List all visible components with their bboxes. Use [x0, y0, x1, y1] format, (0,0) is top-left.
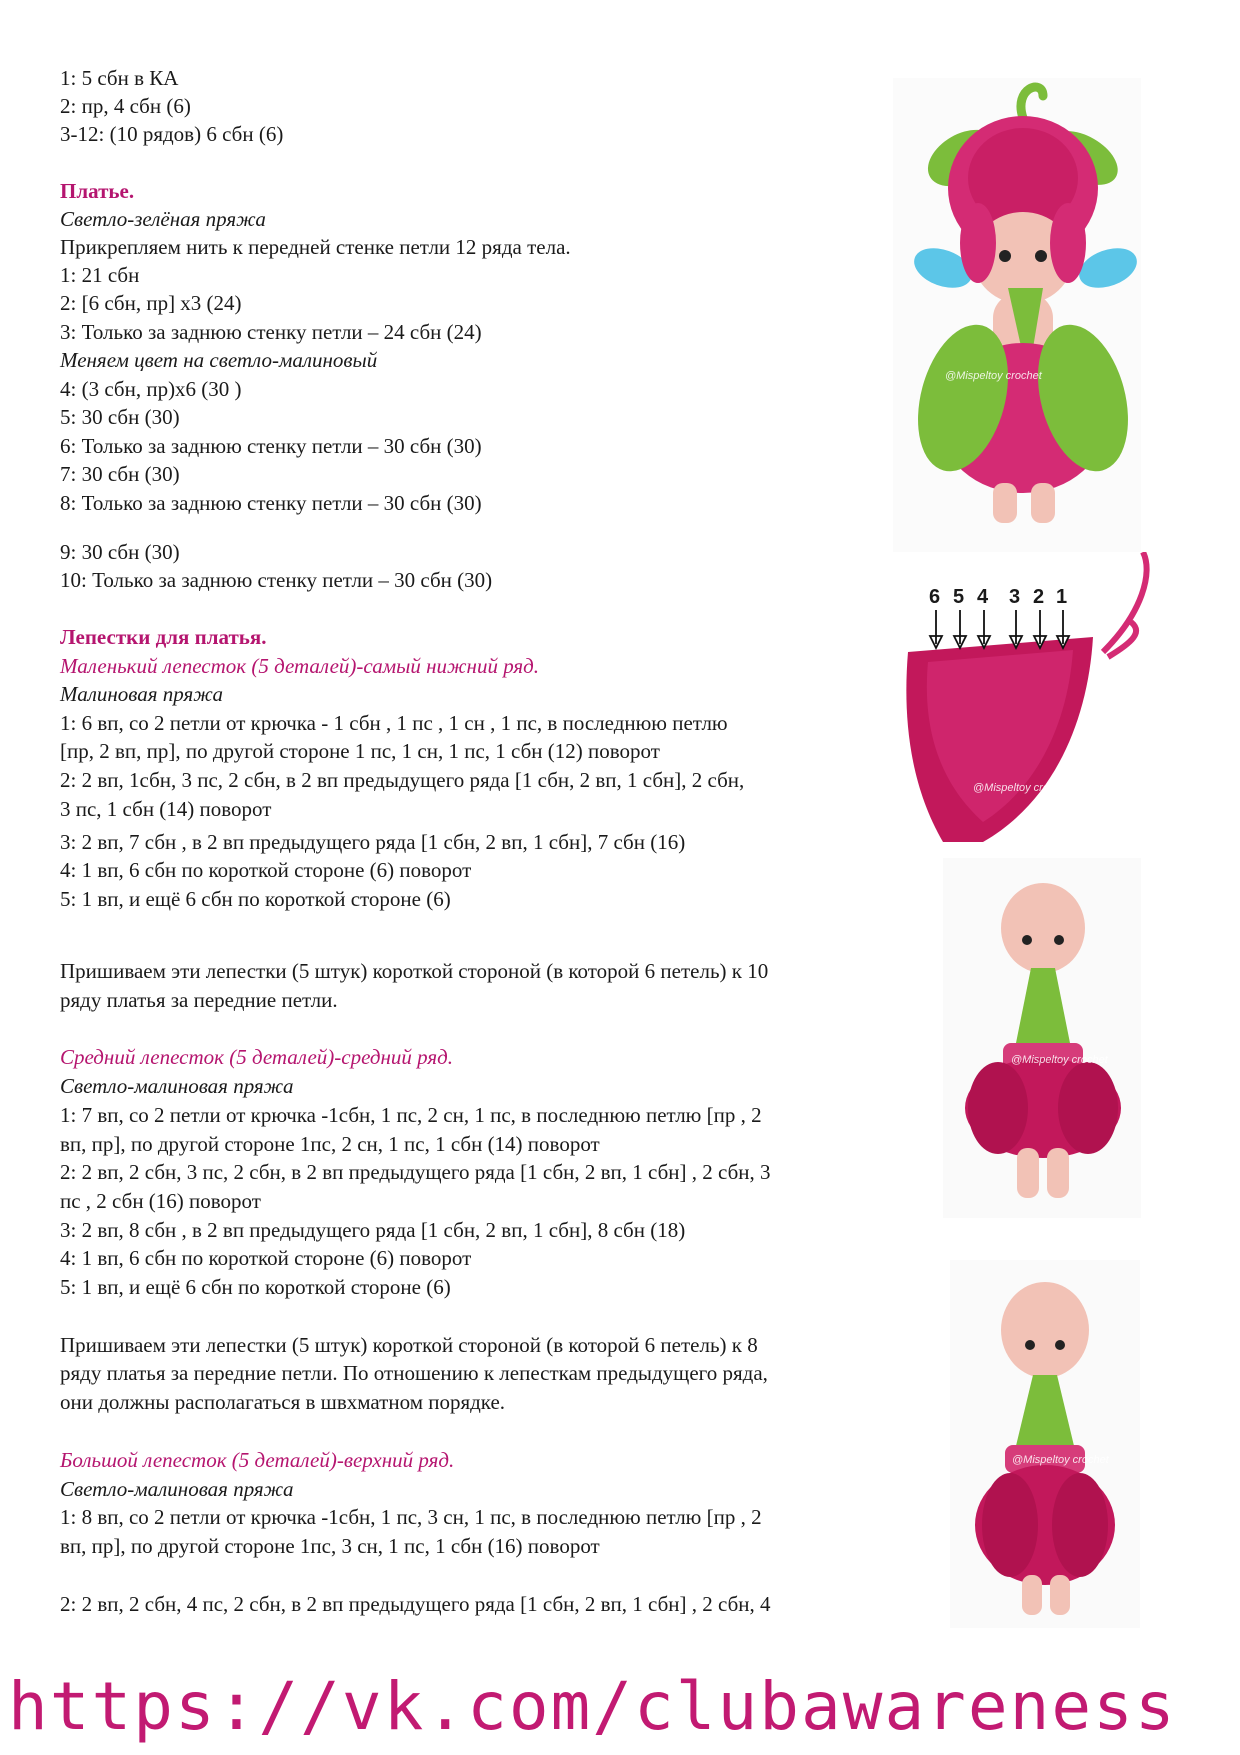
- text-line: 1: 5 сбн в КА: [60, 66, 179, 90]
- text-line: вп, пр], по другой стороне 1пс, 3 сн, 1 пс, 1 сбн (16) поворот: [60, 1534, 600, 1558]
- text-line: 1: 8 вп, со 2 петли от крючка -1сбн, 1 пс, 3 сн, 1 пс, в последнюю петлю [пр , 2: [60, 1505, 762, 1529]
- petal-diagram-photo: [903, 552, 1158, 842]
- text-line: 3 пс, 1 сбн (14) поворот: [60, 797, 272, 821]
- diagram-number: 2: [1033, 586, 1045, 608]
- text-line: 4: 1 вп, 6 сбн по короткой стороне (6) поворот: [60, 1246, 472, 1270]
- text-line: 2: 2 вп, 2 сбн, 3 пс, 2 сбн, в 2 вп предыдущего ряда [1 сбн, 2 вп, 1 сбн] , 2 сбн, 3: [60, 1160, 771, 1184]
- fairy-doll-photo: [893, 78, 1141, 552]
- photo-watermark: @Mispeltoy crochet: [945, 370, 1042, 382]
- photo-watermark: @Mispeltoy crochet: [1012, 1454, 1109, 1466]
- text-line: Прикрепляем нить к передней стенке петли 12 ряда тела.: [60, 235, 571, 259]
- text-line: 3-12: (10 рядов) 6 сбн (6): [60, 122, 284, 146]
- text-line: Пришиваем эти лепестки (5 штук) короткой стороной (в которой 6 петель) к 8: [60, 1333, 758, 1357]
- text-line: Светло-малиновая пряжа: [60, 1477, 294, 1501]
- photo-watermark: @Mispeltoy crochet: [1011, 1054, 1108, 1066]
- diagram-number: 6: [929, 586, 941, 608]
- diagram-number: 1: [1056, 586, 1068, 608]
- text-line: Пришиваем эти лепестки (5 штук) короткой стороной (в которой 6 петель) к 10: [60, 959, 769, 983]
- text-line: 4: (3 сбн, пр)х6 (30 ): [60, 377, 242, 401]
- text-line: 2: 2 вп, 1сбн, 3 пс, 2 сбн, в 2 вп предыдущего ряда [1 сбн, 2 вп, 1 сбн], 2 сбн,: [60, 768, 745, 792]
- doll-small-petals-photo: [943, 858, 1141, 1218]
- text-line: 5: 1 вп, и ещё 6 сбн по короткой стороне (6): [60, 887, 451, 911]
- text-line: 9: 30 сбн (30): [60, 540, 180, 564]
- text-line: 3: Только за заднюю стенку петли – 24 сбн (24): [60, 320, 482, 344]
- text-line: [пр, 2 вп, пр], по другой стороне 1 пс, 1 сн, 1 пс, 1 сбн (12) поворот: [60, 739, 660, 763]
- text-line: 1: 6 вп, со 2 петли от крючка - 1 сбн , 1 пс , 1 сн , 1 пс, в последнюю петлю: [60, 711, 728, 735]
- text-line: вп, пр], по другой стороне 1пс, 2 сн, 1 пс, 1 сбн (14) поворот: [60, 1132, 600, 1156]
- text-line: 8: Только за заднюю стенку петли – 30 сбн (30): [60, 491, 482, 515]
- text-line: Меняем цвет на светло-малиновый: [60, 348, 378, 372]
- text-line: Светло-малиновая пряжа: [60, 1074, 294, 1098]
- photo-watermark: @Mispeltoy crochet: [973, 782, 1070, 794]
- footer-url[interactable]: https://vk.com/clubawareness: [8, 1668, 1177, 1745]
- subheading-large-petal: Большой лепесток (5 деталей)-верхний ряд.: [60, 1448, 455, 1472]
- diagram-number: 4: [977, 586, 989, 608]
- text-line: 10: Только за заднюю стенку петли – 30 сбн (30): [60, 568, 493, 592]
- text-line: 3: 2 вп, 7 сбн , в 2 вп предыдущего ряда [1 сбн, 2 вп, 1 сбн], 7 сбн (16): [60, 830, 686, 854]
- text-line: 3: 2 вп, 8 сбн , в 2 вп предыдущего ряда [1 сбн, 2 вп, 1 сбн], 8 сбн (18): [60, 1218, 686, 1242]
- section-heading-dress: Платье.: [60, 179, 135, 203]
- text-line: ряду платья за передние петли.: [60, 988, 338, 1012]
- diagram-number: 3: [1009, 586, 1021, 608]
- text-line: 7: 30 сбн (30): [60, 462, 180, 486]
- doll-middle-petals-photo: [950, 1260, 1140, 1628]
- text-line: 2: пр, 4 сбн (6): [60, 94, 191, 118]
- text-line: 1: 7 вп, со 2 петли от крючка -1сбн, 1 пс, 2 сн, 1 пс, в последнюю петлю [пр , 2: [60, 1103, 762, 1127]
- text-line: 1: 21 сбн: [60, 263, 140, 287]
- text-line: 2: [6 сбн, пр] х3 (24): [60, 291, 242, 315]
- text-line: они должны располагаться в швхматном порядке.: [60, 1390, 506, 1414]
- subheading-small-petal: Маленький лепесток (5 деталей)-самый нижний ряд.: [60, 654, 540, 678]
- diagram-number: 5: [953, 586, 965, 608]
- section-heading-petals: Лепестки для платья.: [60, 625, 267, 649]
- text-line: ряду платья за передние петли. По отношению к лепесткам предыдущего ряда,: [60, 1361, 768, 1385]
- text-line: пс , 2 сбн (16) поворот: [60, 1189, 261, 1213]
- subheading-middle-petal: Средний лепесток (5 деталей)-средний ряд.: [60, 1045, 454, 1069]
- text-line: Малиновая пряжа: [60, 682, 223, 706]
- text-line: 6: Только за заднюю стенку петли – 30 сбн (30): [60, 434, 482, 458]
- text-line: 4: 1 вп, 6 сбн по короткой стороне (6) поворот: [60, 858, 472, 882]
- text-line: 5: 30 сбн (30): [60, 405, 180, 429]
- text-line: 2: 2 вп, 2 сбн, 4 пс, 2 сбн, в 2 вп предыдущего ряда [1 сбн, 2 вп, 1 сбн] , 2 сбн, 4: [60, 1592, 771, 1616]
- text-line: 5: 1 вп, и ещё 6 сбн по короткой стороне (6): [60, 1275, 451, 1299]
- text-line: Светло-зелёная пряжа: [60, 207, 266, 231]
